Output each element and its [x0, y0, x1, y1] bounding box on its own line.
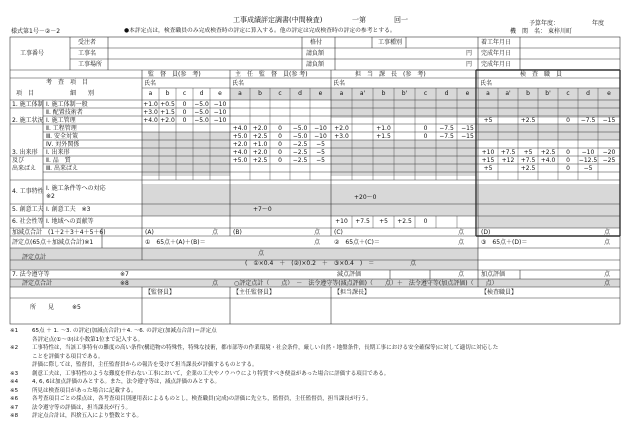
- score-cell: −5.0: [194, 109, 209, 116]
- score-cell: 0: [278, 141, 282, 148]
- footnote-text: 所見は検査項目があった場合に記載する。: [32, 387, 137, 394]
- footnote-key: [10, 353, 32, 362]
- footnote-key: ※7: [10, 404, 19, 411]
- score-cell: +4.0: [232, 149, 248, 156]
- bonus-label: 加点評価: [481, 271, 506, 278]
- form-number: 様式第1号－②－2: [11, 28, 61, 35]
- score-cell: +5: [483, 165, 493, 172]
- grade-letter: b: [526, 90, 530, 97]
- footnote-text: 評価に際しては，監督員，主任監督員からの報告を受けて担当課長が評価するものとする。: [32, 362, 258, 368]
- grade-letter: a': [359, 90, 366, 97]
- score-cell: +2.0: [232, 141, 248, 148]
- footnote-key: ※6: [10, 396, 19, 402]
- tech-value: +20〜0: [354, 194, 377, 201]
- row-item: 出来ばえ: [12, 165, 37, 172]
- grade-letter: c: [278, 90, 282, 97]
- sig-supervisor: 【監督員】: [145, 289, 176, 296]
- score-cell: +2.5: [520, 165, 536, 172]
- remarks-label: 所 見: [30, 304, 55, 311]
- total-c-pt: 点: [458, 229, 465, 236]
- score-cell: −5.0: [292, 125, 308, 132]
- creative-sub: Ⅰ. 創意工夫 ※3: [46, 206, 91, 213]
- section-chief-header: 担 当 課 長 (参 考): [355, 71, 426, 78]
- creative-item: 5. 創意工夫: [12, 206, 44, 213]
- grade-letter: d: [298, 90, 302, 97]
- tech-sub-note: ※2: [46, 193, 55, 200]
- score-cell: −15: [461, 125, 474, 132]
- row-subitem: Ⅰ. 施工体制一般: [46, 101, 88, 108]
- law-note: ※7: [120, 271, 129, 278]
- score-cell: 0: [278, 149, 282, 156]
- score-cell: +7.5: [500, 149, 516, 156]
- score-cell: +7.5: [520, 157, 536, 164]
- footnote-key: ※8: [10, 413, 19, 419]
- score-2: ② 65点＋(C)＝: [334, 239, 380, 246]
- grade-letter: d: [586, 90, 590, 97]
- yen-1: 円: [466, 50, 473, 57]
- yen-2: 円: [466, 61, 473, 68]
- score-cell: +5: [483, 117, 493, 124]
- row-subitem: Ⅲ. 出来ばえ: [46, 165, 78, 172]
- score-cell: −5: [316, 157, 325, 164]
- footnote: [10, 395, 622, 404]
- grade-letter: b': [545, 90, 551, 97]
- law-label: 7. 法令遵守等: [12, 271, 50, 278]
- score-cell: −15: [461, 133, 474, 140]
- construction-number-label: 工事番号: [20, 50, 45, 57]
- score-cell: +3.0: [334, 133, 349, 140]
- score-cell: 0: [182, 109, 187, 116]
- score-cell: +0.5: [160, 101, 175, 108]
- footnote-text: 法令遵守等の評価は，担当課長が行う。: [32, 404, 132, 411]
- footnote-text: 各考査項目ごとの採点は，各考査項目別運用表によるものとし，検査職員(完成)の評価に先立ち，監督員，主任監督員，担当課長が行う。: [32, 396, 372, 402]
- score-cell: 0: [182, 117, 187, 124]
- score-cell: −5.0: [194, 117, 209, 124]
- score-cell: −7.5: [439, 133, 454, 140]
- score-cell: +1.0: [252, 141, 268, 148]
- final-formula: ○評定点計（ 点） － 法令遵守等(減点評価)（ 点）＋ 法令遵守等(加点評価)（ 点）: [234, 280, 498, 287]
- score-cell: −10: [314, 125, 327, 132]
- score-cell: −7.5: [580, 117, 596, 124]
- footnote: [10, 344, 622, 353]
- total-d: (D): [481, 229, 491, 236]
- row-subitem: Ⅲ. 安全対策: [46, 133, 78, 140]
- row-subitem: Ⅱ. 工程管理: [46, 125, 77, 132]
- score-cell: −2.5: [292, 157, 308, 164]
- score-cell: +3.0: [143, 109, 158, 116]
- score-cell: −5: [316, 149, 325, 156]
- score-cell: +4.0: [232, 125, 248, 132]
- score-cell: +5.0: [232, 133, 248, 140]
- footnotes: [10, 327, 622, 421]
- completion-date-label: 完成年月日: [481, 50, 512, 57]
- score-cell: +4.0: [540, 157, 556, 164]
- grade-letter: b: [165, 90, 170, 97]
- start-date-label: 着工年月日: [481, 39, 512, 46]
- social-item: 6. 社会性等: [12, 218, 44, 225]
- score-cell: −15: [602, 117, 616, 124]
- sig-inspector: 【検査職員】: [481, 289, 518, 296]
- score-cell: −5.0: [194, 101, 209, 108]
- grade-letter: a: [339, 90, 344, 97]
- score-cell: +2.0: [252, 149, 268, 156]
- score-cell: +2.5: [252, 157, 268, 164]
- row-subitem: Ⅱ. 品 質: [46, 157, 71, 164]
- grade-letter: c: [423, 90, 428, 97]
- score-cell: −12.5: [578, 157, 598, 164]
- grade-letter: e: [465, 90, 470, 97]
- grade-letter: e: [218, 90, 222, 97]
- row-item: 3. 出来形: [12, 149, 38, 156]
- supervisor-header: 監 督 員(参 考): [148, 71, 201, 78]
- row-item: 及び: [12, 157, 25, 164]
- score-label: 評定点(65点＋加減点合計)※1: [12, 239, 94, 246]
- score-cell: 0: [566, 149, 570, 156]
- inspector-header: 検 査 職 員: [520, 71, 563, 78]
- penalty-pt: 点: [458, 271, 465, 278]
- score-cell: +2.0: [334, 125, 349, 132]
- score-cell: −7.5: [439, 125, 454, 132]
- footnote-text: 65点 ＋ 1. 〜3. の評定(加減点合計)＋4. 〜6. の評定(加減点合計)＝評定点: [32, 328, 217, 334]
- completion-date-label-2: 完成年月日: [481, 61, 512, 68]
- row-subitem: Ⅱ. 配置技術者: [46, 109, 83, 116]
- score-cell: −10: [314, 133, 327, 140]
- grade-letter: b: [381, 90, 386, 97]
- grade-letter: a: [148, 90, 153, 97]
- footnote: [10, 412, 622, 421]
- score-cell: +12: [501, 157, 515, 164]
- item-label: 項 目: [16, 90, 35, 97]
- footnote-text: 各評定点(①〜③)は小数第1位まで記入する。: [32, 336, 144, 343]
- grade-letter: b': [401, 90, 408, 97]
- score-cell: −2.5: [292, 141, 308, 148]
- eval-formula: ( ①×0.4 ＋ (②)×0.2 ＋ ③×0.4 ) ＝: [245, 260, 381, 267]
- penalty-label: 減点評価: [337, 271, 362, 278]
- total-a-pt: 点: [212, 229, 219, 236]
- footnote: [10, 404, 622, 413]
- score-cell: 0: [278, 133, 282, 140]
- score-cell: +5: [523, 149, 533, 156]
- score-cell: +1.0: [376, 125, 391, 132]
- eval-label: 評定点計: [22, 254, 47, 261]
- add-sub-label: 加減点合計 (1＋2＋3＋4＋5＋6): [12, 229, 106, 236]
- score-cell: +2.0: [252, 125, 268, 132]
- row-subitem: Ⅰ. 施工管理: [46, 117, 76, 124]
- grade-letter: d: [199, 90, 204, 97]
- score-cell: 0: [182, 101, 187, 108]
- score-cell: +2.5: [520, 117, 536, 124]
- score-cell: +2.5: [540, 149, 556, 156]
- score-cell: −5: [583, 165, 593, 172]
- score-1-pt: 点: [314, 239, 321, 246]
- agency-label: 機 関 名：: [510, 28, 547, 35]
- final-amount-label: 請負額: [306, 61, 325, 68]
- score-cell: +1.0: [143, 101, 158, 108]
- grade-letter: a': [505, 90, 511, 97]
- score-cell: +1.5: [160, 109, 175, 116]
- footnote: [10, 327, 622, 336]
- agency-value: 東梓川町: [548, 28, 573, 35]
- footnote: [10, 387, 622, 396]
- score-cell: −5: [316, 141, 325, 148]
- total-b-pt: 点: [314, 229, 321, 236]
- subitem-label: 細 別: [70, 90, 95, 97]
- bonus-pt: 点: [604, 271, 611, 278]
- fiscal-year-suffix: 年度: [592, 20, 605, 27]
- footnote-key: ※3: [10, 370, 19, 377]
- score-cell: +5: [379, 218, 388, 225]
- score-cell: +2.5: [397, 218, 412, 225]
- eval-pt-top: 点: [258, 250, 265, 257]
- score-cell: +2.5: [252, 133, 268, 140]
- category-label: 工事種別: [378, 39, 403, 46]
- score-cell: −20: [602, 149, 616, 156]
- score-cell: 0: [566, 157, 570, 164]
- round-prefix: 一第: [352, 16, 366, 24]
- score-cell: 0: [423, 218, 428, 225]
- score-3-pt: 点: [604, 239, 611, 246]
- notice-text: ●本評定点は，検査職員のみ完成検査時の評定に算入する。他の評定は完成検査時の評定の参考とする。: [124, 28, 396, 34]
- footnote-text: 工事特性は，当該工事特有の難度の高い条件(構造物の特殊性，特殊な技術，都市部等の作業環境・社会条件，厳しい自然・地盤条件，長期工事における安全確保等)に対して適切に対応した: [32, 345, 499, 351]
- score-cell: +1.5: [376, 133, 391, 140]
- grade-letter: b: [258, 90, 262, 97]
- score-cell: +5.0: [232, 157, 248, 164]
- score-2-pt: 点: [458, 239, 465, 246]
- score-cell: +10: [335, 218, 348, 225]
- score-cell: −5.0: [292, 133, 308, 140]
- footnote-text: ことを評価する項目である。: [32, 353, 104, 360]
- footnote-key: ※4: [10, 379, 19, 385]
- footnote-key: ※1: [10, 328, 19, 334]
- score-cell: +2.0: [160, 117, 175, 124]
- score-cell: −25: [602, 157, 616, 164]
- rank-label: 格付: [310, 39, 323, 46]
- creative-value: +7〜0: [253, 206, 272, 213]
- row-subitem: Ⅰ. 出来形: [46, 149, 70, 156]
- score-cell: −10: [213, 101, 227, 108]
- grade-letter: d: [444, 90, 449, 97]
- footnote: [10, 378, 622, 387]
- total-a: (A): [145, 229, 154, 236]
- score-cell: 0: [566, 165, 570, 172]
- work-name-label: 工事名: [78, 50, 97, 57]
- score-cell: 0: [423, 125, 428, 132]
- chief-name-label: 氏名: [232, 80, 245, 87]
- footnote: [10, 336, 622, 345]
- remarks-note: ※5: [72, 304, 81, 311]
- inspector-name-label: 氏名: [480, 80, 493, 87]
- row-subitem: Ⅳ. 対外関係: [46, 141, 80, 148]
- eval-pt: 点: [410, 260, 417, 267]
- work-place-label: 工事場所: [78, 61, 103, 68]
- tech-sub: Ⅰ. 施工条件等への対応: [46, 185, 106, 192]
- tech-item: 4. 工事特性: [12, 188, 44, 195]
- sig-section: 【担当課長】: [334, 289, 371, 296]
- score-cell: +4.0: [143, 117, 158, 124]
- score-1: ① 65点＋(A)＋(B)＝: [145, 239, 206, 246]
- score-cell: 0: [566, 117, 570, 124]
- social-sub: Ⅰ. 地域への貢献等: [46, 218, 94, 225]
- footnote-key: ※2: [10, 345, 19, 351]
- final-pt-2: 点: [604, 280, 611, 287]
- score-3: ③ 65点＋(D)＝: [481, 239, 528, 246]
- footnote: [10, 370, 622, 379]
- footnote-key: ※5: [10, 387, 19, 394]
- supervisor-name-label: 氏名: [144, 80, 157, 87]
- row-item: 2. 施工状況: [12, 117, 44, 124]
- score-cell: 0: [278, 125, 282, 132]
- grade-letter: e: [318, 90, 323, 97]
- sig-chief: 【主任監督員】: [233, 289, 276, 296]
- score-cell: −10: [213, 109, 227, 116]
- score-cell: −2.5: [292, 149, 308, 156]
- footnote-key: [10, 336, 32, 345]
- footnote-key: [10, 361, 32, 370]
- score-cell: 0: [423, 133, 428, 140]
- final-label: 評定点合計: [22, 280, 53, 287]
- chief-supervisor-header: 主 任 監 督 員(参 考): [235, 71, 308, 78]
- fiscal-year-label: 予算年度：: [529, 20, 560, 27]
- score-cell: −10: [581, 149, 595, 156]
- score-cell: +10: [481, 149, 495, 156]
- footnote: [10, 361, 622, 370]
- grade-letter: c: [566, 90, 570, 97]
- row-item: 1. 施工体制: [12, 101, 44, 108]
- total-c: (C): [334, 229, 343, 236]
- contract-amount-label: 請負額: [306, 50, 325, 57]
- grade-letter: e: [607, 90, 611, 97]
- form-title: 工事成績評定調書(中間検査): [233, 16, 323, 24]
- round-suffix: 回一: [394, 16, 408, 24]
- grade-letter: a: [238, 90, 242, 97]
- score-cell: −10: [213, 117, 227, 124]
- footnote: [10, 353, 622, 362]
- section-name-label: 氏名: [333, 80, 346, 87]
- item-header: 考 査 項 目: [46, 79, 89, 86]
- score-cell: 0: [278, 157, 282, 164]
- score-cell: +15: [481, 157, 495, 164]
- contractor-label: 受注者: [78, 39, 97, 46]
- footnote-text: 4, 6, 6は加点評価のみとする。また，法令遵守等は，減点評価のみとする。: [32, 379, 220, 385]
- footnote-text: 創意工夫は，工事特性のような難度を伴わない工事において，企業の工夫やノウハウにより特質すべき便益があった場合に評価する項目である。: [32, 370, 390, 377]
- grade-letter: a: [486, 90, 490, 97]
- final-pt-1: 点: [212, 280, 219, 287]
- footnote-text: 評定点合計は，四捨五入により整数とする。: [32, 413, 143, 419]
- final-note: ※8: [120, 280, 129, 287]
- total-b: (B): [233, 229, 242, 236]
- total-d-pt: 点: [604, 229, 611, 236]
- grade-letter: c: [182, 90, 187, 97]
- score-cell: +7.5: [355, 218, 370, 225]
